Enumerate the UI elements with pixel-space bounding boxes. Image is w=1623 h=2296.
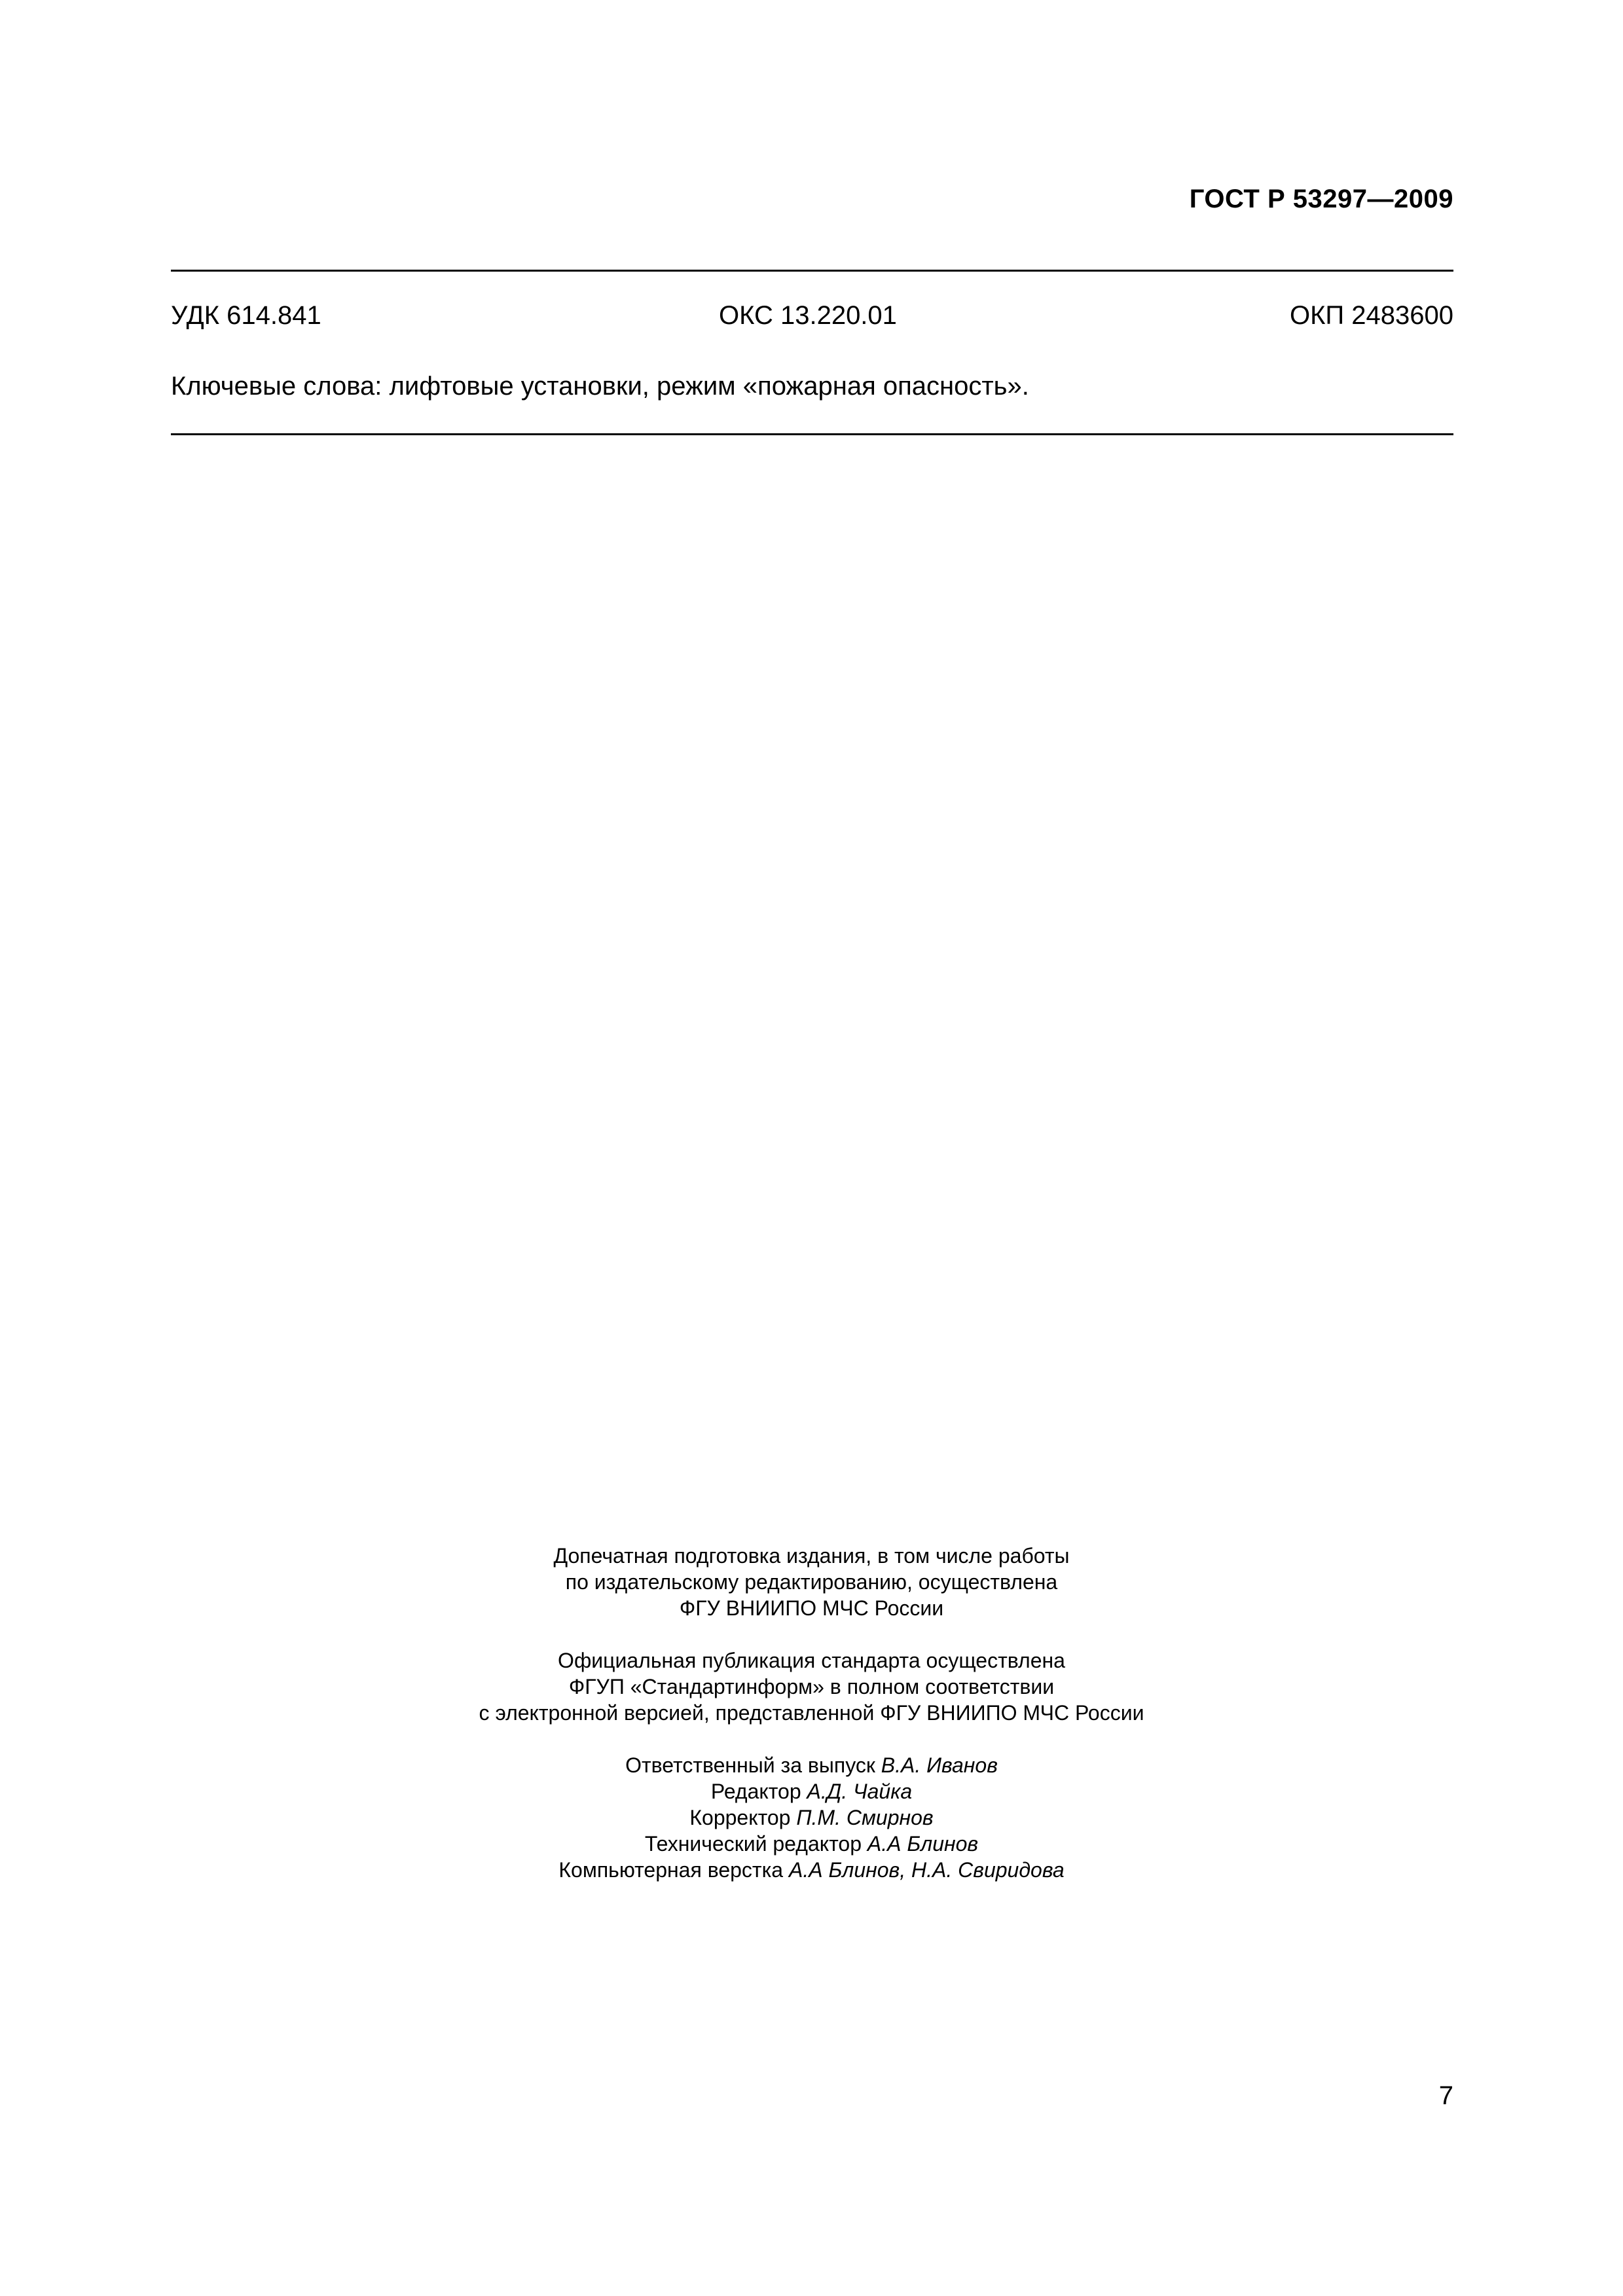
credit-role: Редактор: [710, 1780, 801, 1803]
classification-row: [171, 301, 1453, 340]
publication-line: ФГУП «Стандартинформ» в полном соответствии: [568, 1675, 1055, 1698]
credit-line: [0, 1831, 1623, 1857]
udk-code: УДК 614.841: [171, 301, 321, 330]
page-number: 7: [1438, 2081, 1453, 2110]
credit-role: Ответственный за выпуск: [625, 1753, 875, 1777]
credit-role: Компьютерная верстка: [558, 1858, 784, 1882]
credits-block: [0, 1752, 1623, 1883]
keywords-line: Ключевые слова: лифтовые установки, режим «пожарная опасность».: [171, 372, 1029, 401]
publication-line: Официальная публикация стандарта осуществлена: [558, 1649, 1065, 1672]
publication-line: с электронной версией, представленной ФГУ ВНИИПО МЧС России: [479, 1701, 1144, 1725]
credit-name: П.М. Смирнов: [796, 1806, 934, 1829]
okp-code: ОКП 2483600: [1290, 301, 1453, 330]
credit-name: А.А Блинов: [867, 1832, 979, 1856]
imprint: [0, 1543, 1623, 1909]
credit-line: [0, 1778, 1623, 1804]
credit-line: [0, 1804, 1623, 1831]
oks-code: ОКС 13.220.01: [719, 301, 897, 330]
top-divider: [171, 270, 1453, 272]
credit-name: А.Д. Чайка: [807, 1780, 913, 1803]
prepress-line: по издательскому редактированию, осуществлена: [565, 1570, 1058, 1594]
credit-line: [0, 1752, 1623, 1778]
bottom-divider: [171, 433, 1453, 435]
publication-block: [0, 1647, 1623, 1726]
credit-role: Корректор: [689, 1806, 791, 1829]
prepress-line: ФГУ ВНИИПО МЧС России: [679, 1596, 944, 1620]
prepress-line: Допечатная подготовка издания, в том числе работы: [553, 1544, 1070, 1568]
credit-line: [0, 1857, 1623, 1883]
standard-code: ГОСТ Р 53297—2009: [1189, 185, 1453, 213]
credit-name: А.А Блинов, Н.А. Свиридова: [788, 1858, 1065, 1882]
credit-name: В.А. Иванов: [881, 1753, 998, 1777]
prepress-block: [0, 1543, 1623, 1621]
credit-role: Технический редактор: [644, 1832, 862, 1856]
